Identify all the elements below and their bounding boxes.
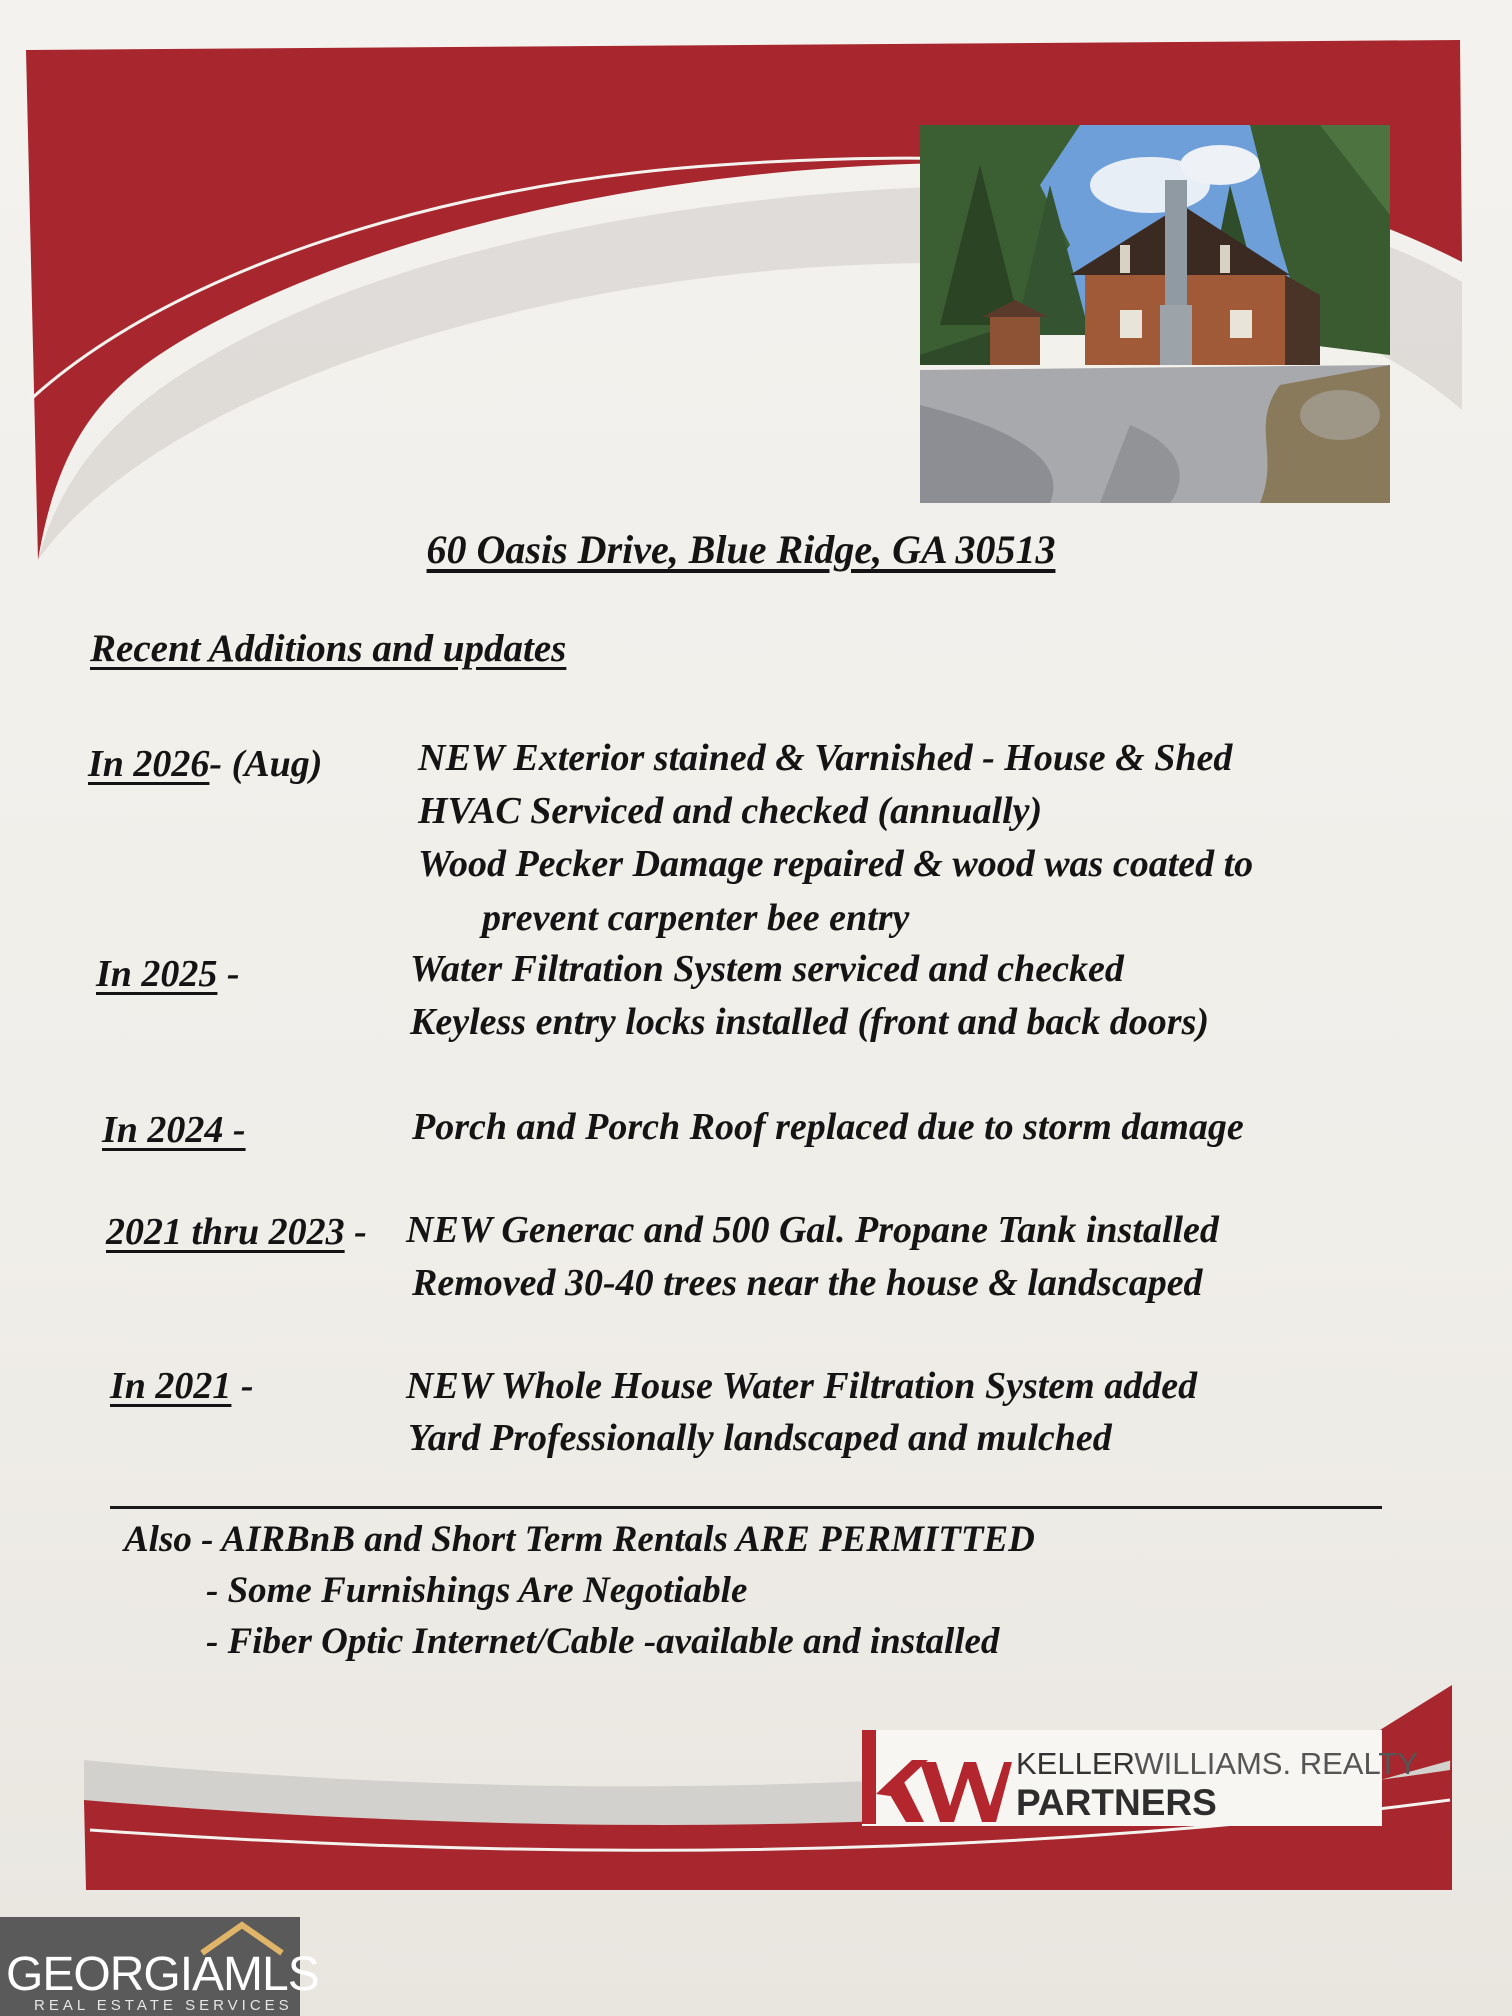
update-item: NEW Exterior stained & Varnished - House & Shed [418, 737, 1233, 779]
update-item: Removed 30-40 trees near the house & landscaped [412, 1262, 1203, 1304]
update-item: Wood Pecker Damage repaired & wood was coated to [418, 843, 1254, 885]
update-item: prevent carpenter bee entry [482, 897, 910, 939]
update-item: NEW Whole House Water Filtration System added [406, 1365, 1198, 1407]
georgia-mls-watermark [0, 1917, 319, 2016]
divider-line [110, 1506, 1382, 1509]
note-line: - Fiber Optic Internet/Cable -available and installed [206, 1621, 1000, 1662]
update-item: Yard Professionally landscaped and mulched [408, 1417, 1112, 1459]
update-item: HVAC Serviced and checked (annually) [418, 790, 1043, 832]
mls-subtext: REAL ESTATE SERVICES [34, 1997, 293, 2014]
mls-wordmark: GEORGIAMLS [6, 1948, 319, 2001]
update-item: Water Filtration System serviced and checked [410, 948, 1124, 990]
year-label-2026: In 2026- (Aug) [88, 743, 323, 785]
update-item: Keyless entry locks installed (front and back doors) [410, 1001, 1210, 1043]
kw-office-name: PARTNERS [1016, 1782, 1217, 1823]
note-line: - Some Furnishings Are Negotiable [206, 1570, 748, 1611]
year-label-2025: In 2025 - [96, 953, 240, 995]
note-line: Also - AIRBnB and Short Term Rentals ARE PERMITTED [124, 1519, 1035, 1560]
property-address: 60 Oasis Drive, Blue Ridge, GA 30513 [426, 527, 1056, 572]
year-label-2021: In 2021 - [110, 1365, 254, 1407]
update-item: Porch and Porch Roof replaced due to storm damage [412, 1106, 1244, 1148]
keller-williams-logo [862, 1730, 1419, 1826]
house-photo [920, 125, 1390, 503]
year-label-2024: In 2024 - [102, 1109, 246, 1151]
update-item: NEW Generac and 500 Gal. Propane Tank installed [406, 1209, 1219, 1251]
kw-brand-line: KELLERWILLIAMS. REALTY [1016, 1746, 1419, 1781]
section-title: Recent Additions and updates [90, 627, 567, 670]
kw-logo-mark-icon [862, 1730, 1012, 1826]
year-label-2021-2023: 2021 thru 2023 - [106, 1211, 367, 1253]
